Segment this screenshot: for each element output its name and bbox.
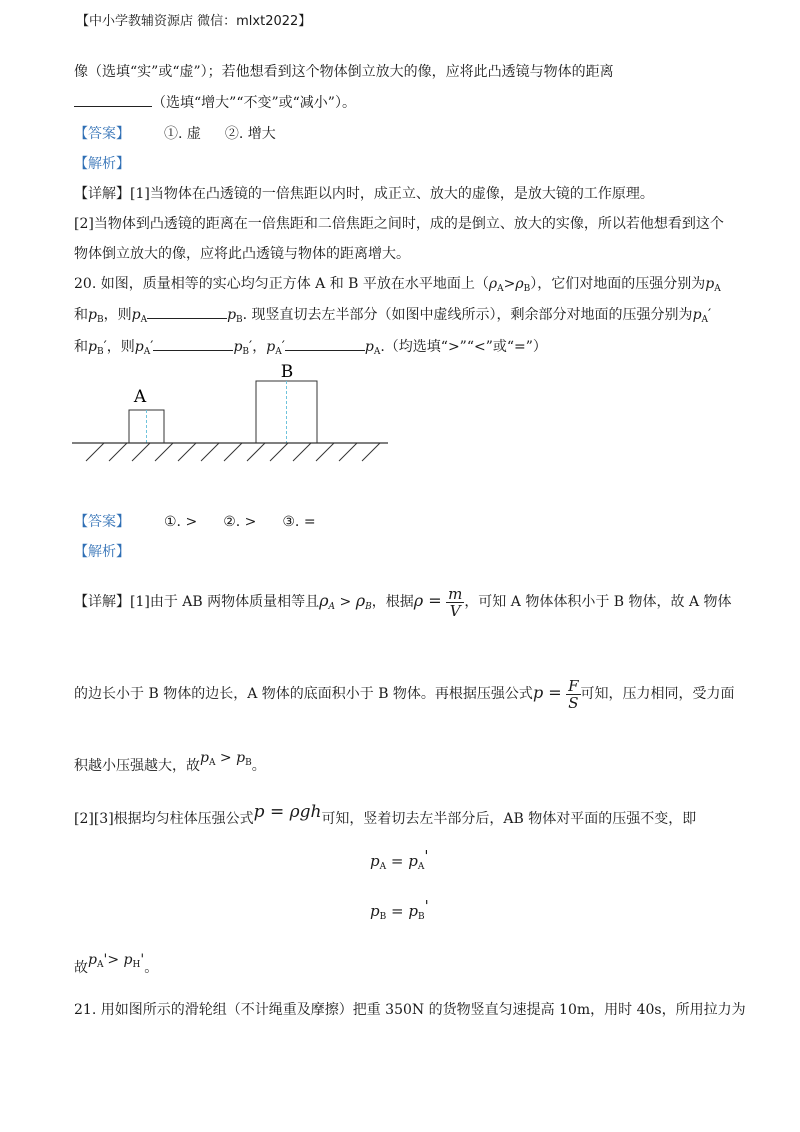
q20-analysis-label: 【解析】 bbox=[74, 544, 130, 560]
q19-answer bbox=[74, 124, 276, 144]
q20-line-3: 和$p_B'$，则$p_A'$ $p_B'$，$p_A'$ $p_A$.（均选填“>”“<”或“=”） bbox=[74, 336, 547, 362]
q20-detail-2: 的边长小于 B 物体的边长，A 物体的底面积小于 B 物体。再根据压强公式p = $\frac{F}{S}$ 可知，压力相同，受力面 bbox=[74, 676, 735, 712]
page-header: 【中小学教辅资源店 微信：mlxt2022】 bbox=[76, 14, 312, 29]
q20-detail-4: [2][3]根据均匀柱体压强公式p = ρgh可知，竖着切去左半部分后，AB 物体对平面的压强不变，即 bbox=[74, 802, 697, 827]
q20-line-2: 和$p_B$，则$p_A$ $p_B$. 现竖直切去左半部分（如图中虚线所示），剩余部分对地面的压强分别为$p_A'$ bbox=[74, 304, 711, 330]
ground-hatch bbox=[86, 443, 380, 461]
answer-blank-3 bbox=[285, 336, 365, 351]
answer-item-1: ①. > bbox=[164, 514, 198, 530]
q19-analysis-label: 【解析】 bbox=[74, 156, 130, 172]
answer-item-2: ②. > bbox=[223, 514, 257, 530]
q21-line-1: 21. 用如图所示的滑轮组（不计绳重及摩擦）把重 350N 的货物竖直匀速提高 10m，用时 40s，所用拉力为 bbox=[74, 1002, 746, 1018]
q20-answer bbox=[74, 512, 316, 532]
answer-item-3: ③. = bbox=[282, 514, 316, 530]
q19-line-2 bbox=[74, 92, 356, 113]
label-b: B bbox=[280, 362, 294, 382]
answer-blank-1 bbox=[147, 304, 227, 319]
answer-label: 【答案】 bbox=[74, 126, 130, 142]
q20-conclusion: 故$p_A'> p_H'$。 bbox=[74, 952, 159, 976]
q19-line-1: 像（选填“实”或“虚”）；若他想看到这个物体倒立放大的像，应将此凸透镜与物体的距离 bbox=[74, 64, 614, 80]
q19-detail-2: [2]当物体到凸透镜的距离在一倍焦距和二倍焦距之间时，成的是倒立、放大的实像，所以若他想看到这个 bbox=[74, 216, 724, 232]
q19-detail-3: 物体倒立放大的像，应将此凸透镜与物体的距离增大。 bbox=[74, 246, 410, 262]
q20-line-1: 20. 如图，质量相等的实心均匀正方体 A 和 B 平放在水平地面上$(\rho_A>\rho_B)$，它们对地面的压强分别为$p_A$ bbox=[74, 276, 721, 294]
answer-blank-2 bbox=[153, 336, 233, 351]
label-a: A bbox=[133, 387, 147, 407]
cube-figure bbox=[70, 358, 400, 468]
equation-pa: $p_A = p_A'$ bbox=[370, 847, 429, 872]
answer-item-1: ①. 虚 bbox=[164, 126, 201, 142]
q19-line-2-text: （选填“增大”“不变”或“减小”）。 bbox=[152, 95, 356, 111]
fraction-m-over-v: $\frac{m}{V}$ bbox=[448, 584, 463, 620]
equation-pb: $p_B = p_B'$ bbox=[370, 897, 429, 922]
answer-item-2: ②. 增大 bbox=[224, 126, 276, 142]
q19-detail-1: 【详解】[1]当物体在凸透镜的一倍焦距以内时，成正立、放大的虚像，是放大镜的工作原理。 bbox=[74, 186, 654, 202]
fraction-f-over-s: $\frac{F}{S}$ bbox=[568, 676, 579, 712]
answer-blank bbox=[74, 92, 152, 107]
q20-detail-3: 积越小压强越大，故$p_A > p_B$。 bbox=[74, 750, 266, 774]
q20-detail-1: 【详解】[1]由于 AB 两物体质量相等且$\rho_A > \rho_B$，根据ρ = $\frac{m}{V}$ ，可知 A 物体体积小于 B 物体，故 A 物体 bbox=[74, 584, 732, 620]
answer-label: 【答案】 bbox=[74, 514, 130, 530]
